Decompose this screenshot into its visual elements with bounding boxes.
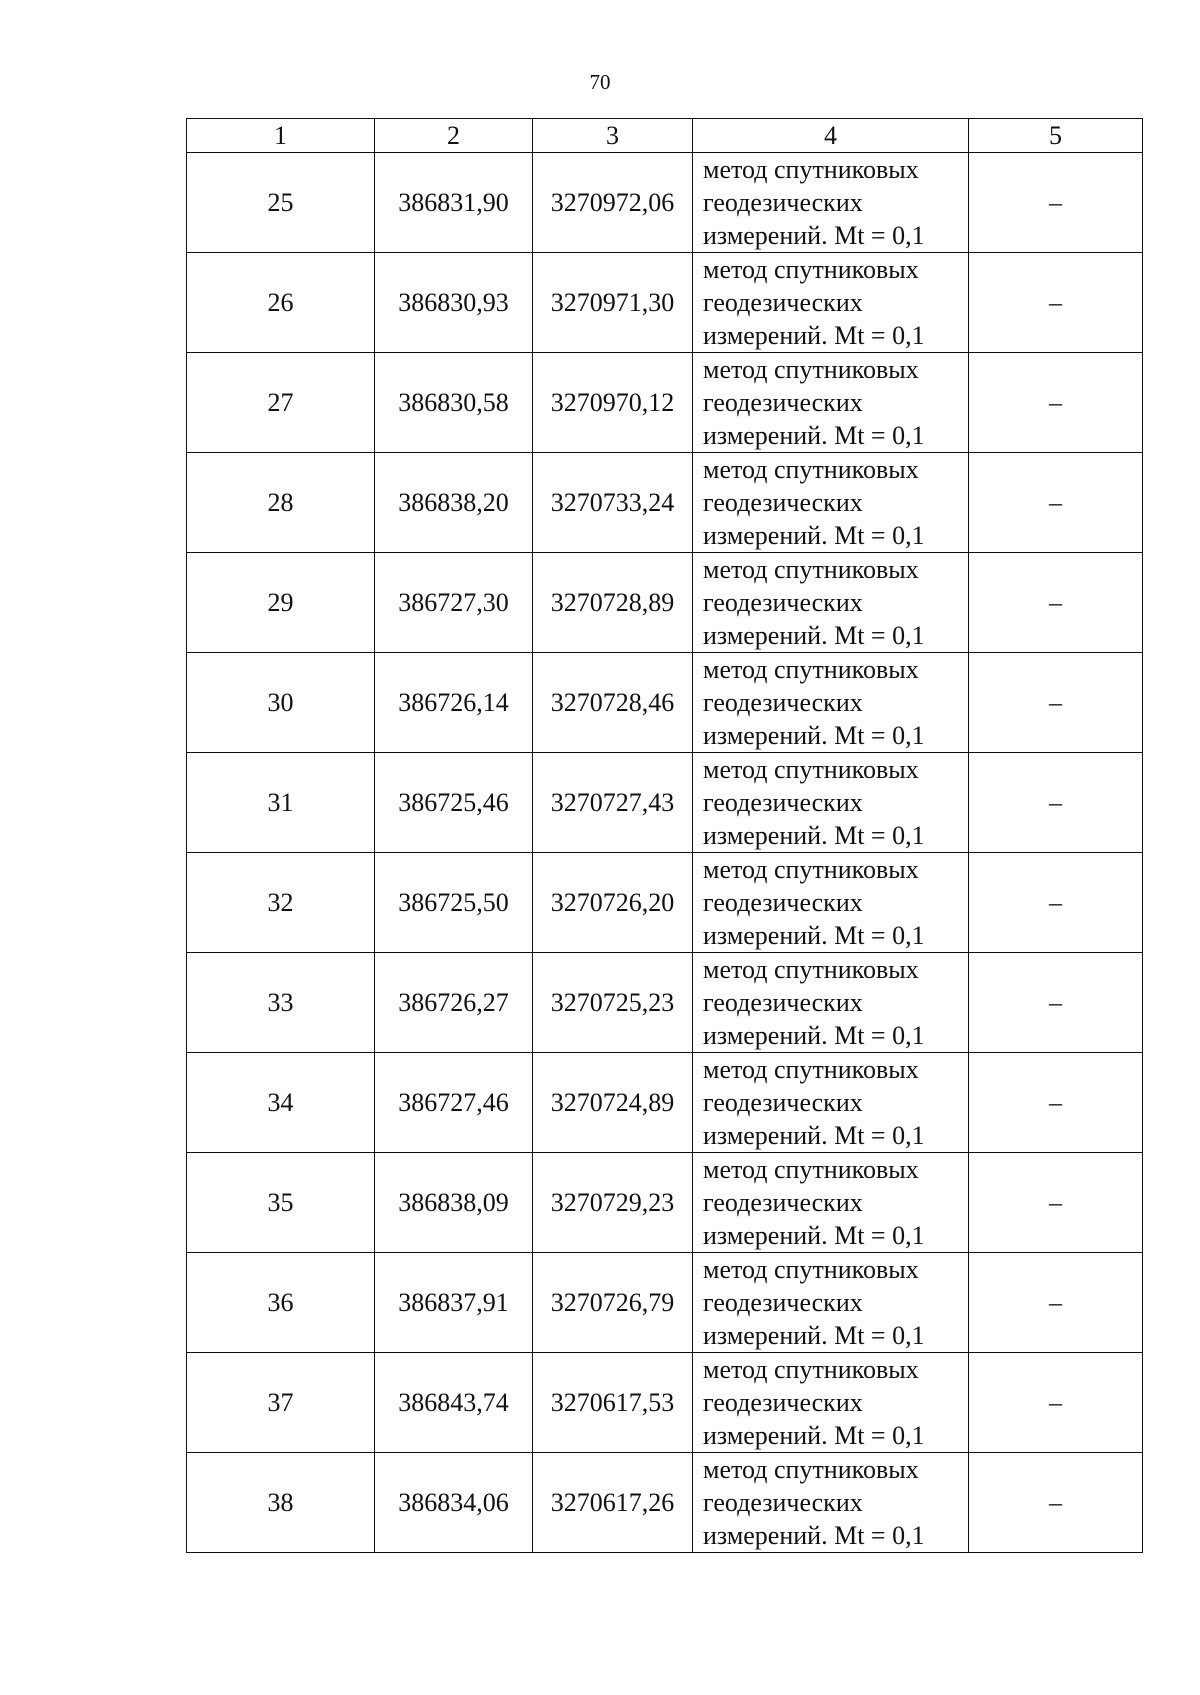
table-row	[187, 1053, 1143, 1153]
method-text-line: измерений. Mt = 0,1	[703, 321, 925, 350]
coordinate-y-cell: 3270970,12	[533, 353, 693, 453]
column-header-5: 5	[969, 119, 1143, 153]
note-cell: –	[969, 1353, 1143, 1453]
coordinate-x-cell: 386838,09	[375, 1153, 533, 1253]
method-text-line: геодезических	[703, 688, 863, 717]
note-cell: –	[969, 553, 1143, 653]
method-text-line: геодезических	[703, 988, 863, 1017]
coordinate-x-cell: 386831,90	[375, 153, 533, 253]
coordinate-y-cell: 3270728,89	[533, 553, 693, 653]
page-number: 70	[589, 70, 611, 94]
coordinate-y-cell: 3270972,06	[533, 153, 693, 253]
method-text-line: метод спутниковых	[703, 155, 919, 184]
coordinate-y-cell: 3270729,23	[533, 1153, 693, 1253]
method-cell	[693, 253, 969, 353]
coordinate-y-cell: 3270724,89	[533, 1053, 693, 1153]
method-cell	[693, 853, 969, 953]
method-text-line: геодезических	[703, 1388, 863, 1417]
coordinate-x-cell: 386727,46	[375, 1053, 533, 1153]
point-number-cell: 36	[187, 1253, 375, 1353]
coordinate-x-cell: 386725,46	[375, 753, 533, 853]
method-text-line: геодезических	[703, 1488, 863, 1517]
method-text-line: метод спутниковых	[703, 1055, 919, 1084]
method-text-line: геодезических	[703, 288, 863, 317]
table-row	[187, 653, 1143, 753]
method-text-line: измерений. Mt = 0,1	[703, 1121, 925, 1150]
coordinate-x-cell: 386837,91	[375, 1253, 533, 1353]
coordinate-x-cell: 386838,20	[375, 453, 533, 553]
method-cell	[693, 653, 969, 753]
method-cell	[693, 1453, 969, 1553]
method-cell	[693, 453, 969, 553]
point-number-cell: 38	[187, 1453, 375, 1553]
column-header-1: 1	[187, 119, 375, 153]
method-text-line: измерений. Mt = 0,1	[703, 1221, 925, 1250]
coordinate-x-cell: 386843,74	[375, 1353, 533, 1453]
coordinate-y-cell: 3270617,26	[533, 1453, 693, 1553]
note-cell: –	[969, 953, 1143, 1053]
point-number-cell: 37	[187, 1353, 375, 1453]
method-text-line: метод спутниковых	[703, 455, 919, 484]
coordinate-x-cell: 386727,30	[375, 553, 533, 653]
method-text-line: метод спутниковых	[703, 1155, 919, 1184]
point-number-cell: 33	[187, 953, 375, 1053]
method-text-line: метод спутниковых	[703, 355, 919, 384]
column-header-3: 3	[533, 119, 693, 153]
table-body	[187, 153, 1143, 1553]
coordinate-x-cell: 386834,06	[375, 1453, 533, 1553]
table-row	[187, 1353, 1143, 1453]
method-text-line: измерений. Mt = 0,1	[703, 1421, 925, 1450]
method-text-line: геодезических	[703, 488, 863, 517]
method-text-line: геодезических	[703, 1088, 863, 1117]
coordinate-y-cell: 3270617,53	[533, 1353, 693, 1453]
method-cell	[693, 353, 969, 453]
method-cell	[693, 1353, 969, 1453]
method-text-line: геодезических	[703, 188, 863, 217]
table-row	[187, 353, 1143, 453]
method-text-line: геодезических	[703, 388, 863, 417]
point-number-cell: 34	[187, 1053, 375, 1153]
method-text-line: геодезических	[703, 788, 863, 817]
table-row	[187, 853, 1143, 953]
method-text-line: геодезических	[703, 888, 863, 917]
note-cell: –	[969, 1253, 1143, 1353]
note-cell: –	[969, 653, 1143, 753]
point-number-cell: 32	[187, 853, 375, 953]
coordinate-x-cell: 386726,27	[375, 953, 533, 1053]
coordinate-x-cell: 386830,93	[375, 253, 533, 353]
point-number-cell: 30	[187, 653, 375, 753]
method-cell	[693, 1153, 969, 1253]
coordinate-y-cell: 3270725,23	[533, 953, 693, 1053]
method-text-line: измерений. Mt = 0,1	[703, 921, 925, 950]
method-text-line: геодезических	[703, 1288, 863, 1317]
method-text-line: метод спутниковых	[703, 1455, 919, 1484]
table-header-row	[187, 119, 1143, 153]
point-number-cell: 31	[187, 753, 375, 853]
method-text-line: метод спутниковых	[703, 1255, 919, 1284]
method-text-line: измерений. Mt = 0,1	[703, 1021, 925, 1050]
note-cell: –	[969, 1053, 1143, 1153]
method-text-line: метод спутниковых	[703, 555, 919, 584]
table-row	[187, 253, 1143, 353]
point-number-cell: 25	[187, 153, 375, 253]
method-cell	[693, 1053, 969, 1153]
table-row	[187, 1253, 1143, 1353]
coordinates-table	[186, 118, 1143, 1553]
method-text-line: метод спутниковых	[703, 955, 919, 984]
point-number-cell: 27	[187, 353, 375, 453]
table-row	[187, 953, 1143, 1053]
point-number-cell: 26	[187, 253, 375, 353]
method-text-line: метод спутниковых	[703, 1355, 919, 1384]
table-row	[187, 753, 1143, 853]
coordinate-x-cell: 386725,50	[375, 853, 533, 953]
method-text-line: метод спутниковых	[703, 755, 919, 784]
table-row	[187, 1153, 1143, 1253]
method-text-line: измерений. Mt = 0,1	[703, 521, 925, 550]
method-text-line: измерений. Mt = 0,1	[703, 621, 925, 650]
method-cell	[693, 1253, 969, 1353]
method-text-line: измерений. Mt = 0,1	[703, 1321, 925, 1350]
note-cell: –	[969, 153, 1143, 253]
point-number-cell: 35	[187, 1153, 375, 1253]
note-cell: –	[969, 453, 1143, 553]
method-text-line: геодезических	[703, 588, 863, 617]
coordinate-y-cell: 3270971,30	[533, 253, 693, 353]
note-cell: –	[969, 253, 1143, 353]
method-text-line: измерений. Mt = 0,1	[703, 721, 925, 750]
method-text-line: метод спутниковых	[703, 655, 919, 684]
coordinate-x-cell: 386726,14	[375, 653, 533, 753]
method-cell	[693, 753, 969, 853]
coordinate-y-cell: 3270726,20	[533, 853, 693, 953]
method-cell	[693, 553, 969, 653]
note-cell: –	[969, 1153, 1143, 1253]
coordinate-y-cell: 3270726,79	[533, 1253, 693, 1353]
method-text-line: метод спутниковых	[703, 255, 919, 284]
point-number-cell: 28	[187, 453, 375, 553]
method-text-line: метод спутниковых	[703, 855, 919, 884]
note-cell: –	[969, 853, 1143, 953]
column-header-2: 2	[375, 119, 533, 153]
coordinate-y-cell: 3270728,46	[533, 653, 693, 753]
table-row	[187, 153, 1143, 253]
method-text-line: измерений. Mt = 0,1	[703, 1521, 925, 1550]
method-text-line: измерений. Mt = 0,1	[703, 421, 925, 450]
point-number-cell: 29	[187, 553, 375, 653]
method-text-line: измерений. Mt = 0,1	[703, 821, 925, 850]
table-row	[187, 453, 1143, 553]
method-text-line: геодезических	[703, 1188, 863, 1217]
table-row	[187, 553, 1143, 653]
note-cell: –	[969, 753, 1143, 853]
method-text-line: измерений. Mt = 0,1	[703, 221, 925, 250]
method-cell	[693, 153, 969, 253]
table-row	[187, 1453, 1143, 1553]
coordinate-y-cell: 3270727,43	[533, 753, 693, 853]
column-header-4: 4	[693, 119, 969, 153]
coordinate-x-cell: 386830,58	[375, 353, 533, 453]
method-cell	[693, 953, 969, 1053]
coordinate-y-cell: 3270733,24	[533, 453, 693, 553]
note-cell: –	[969, 1453, 1143, 1553]
note-cell: –	[969, 353, 1143, 453]
